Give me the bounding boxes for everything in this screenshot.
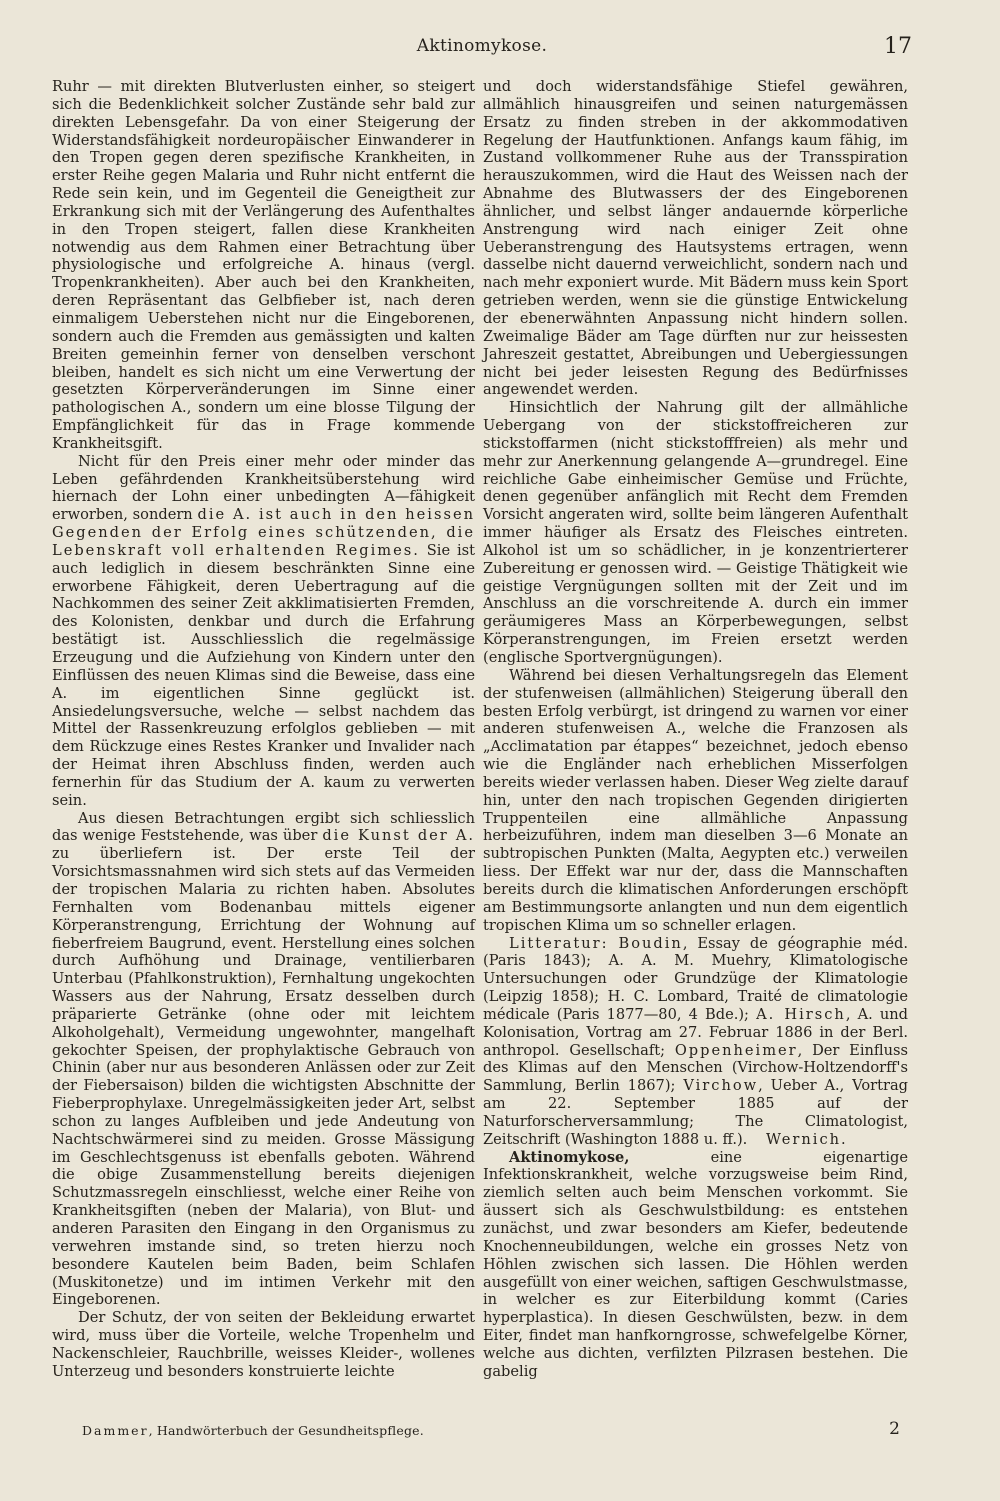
paragraph [52, 453, 475, 810]
right-column [483, 78, 908, 1381]
author-name: Oppenheimer [674, 1041, 798, 1059]
literature-text: , Der Einfluss des Klimas auf den Menschen (Virchow-Holtzendorff's Sammlung, Berlin 1867); [483, 1041, 908, 1095]
page-number: 17 [884, 34, 912, 59]
running-header [52, 36, 912, 60]
page-footer [52, 1419, 912, 1443]
literature-text: , Ueber A., Vortrag am 22. September 1885 auf der Naturforscherversammlung; The Climatologist, Zeitschrift (Washington 1888 u. ff.). [483, 1077, 909, 1148]
article-author: Wernich. [765, 1130, 848, 1148]
paragraph-text: Aus diesen Betrachtungen ergibt sich schliesslich das wenige Feststehende, was über [52, 809, 475, 845]
signature-title: , Handwörterbuch der Gesundheitspflege. [148, 1423, 424, 1438]
literature-paragraph [483, 935, 908, 1149]
author-name: A. Hirsch [756, 1005, 846, 1023]
emphasized-text: die Kunst der A. [322, 827, 475, 845]
signature-name: Dammer [82, 1423, 149, 1438]
paragraph: Während bei diesen Verhaltungsregeln das Element der stufenweisen (allmählichen) Steigerung überall den besten Erfolg verbürgt, ist dringend zu warnen vor einer anderen stufenweisen A., welche die Franzosen als „Acclimatation par étappes“ bezeichnet, jedoch ebenso wie die Engländer nach erheblichen Misserfolgen bereits wieder verlassen haben. Dieser Weg zielte darauf hin, unter den nach tropischen Gegenden dirigierten Truppenteilen eine allmähliche Anpassung herbeizuführen, indem man dieselben 3—6 Monate an subtropischen Punkten (Malta, Aegypten etc.) verweilen liess. Der Effekt war nur der, dass die Mannschaften bereits durch die klimatischen Anforderungen erschöpft am Bestimmungsorte anlangten und nun dem eigentlich tropischen Klima um so schneller erlagen. [483, 666, 908, 934]
emphasized-text: die A. ist auch in den heissen Gegenden der Erfolg eines schützenden, die Lebenskraft voll erhaltenden Regimes. [52, 506, 475, 559]
left-column [52, 78, 475, 1381]
author-name: Virchow [683, 1077, 759, 1095]
paragraph: und doch widerstandsfähige Stiefel gewähren, allmählich hinausgreifen und seinen naturgemässen Ersatz zu finden streben in der akkommodativen Regelung der Hautfunktionen. Anfangs kaum fähig, im Zustand vollkommener Ruhe aus der Transspiration herauszukommen, wird die Haut des Weissen nach der Abnahme des Blutwassers der des Eingeborenen ähnlicher, und selbst länger andauernde körperliche Anstrengung wird nach einiger Zeit ohne Ueberanstrengung des Hautsystems ertragen, wenn dasselbe nicht dauernd verweichlicht, sondern nach und nach mehr exponiert wurde. Mit Bädern muss kein Sport getrieben werden, wenn sie die günstige Entwickelung der ebenerwähnten Anpassung nicht hindern sollen. Zweimalige Bäder am Tage dürften nur zur heissesten Jahreszeit gestattet, Abreibungen und Uebergiessungen nicht bei jeder leisesten Regung des Bedürfnisses angewendet werden. [483, 78, 908, 399]
running-title: Aktinomykose. [416, 36, 548, 56]
paragraph: Der Schutz, der von seiten der Bekleidung erwartet wird, muss über die Vorteile, welche Tropenhelm und Nackenschleier, Rauchbrille, weisses Kleider-, wollenes Unterzeug und besonders konstruierte leichte [52, 1309, 475, 1380]
entry-paragraph [483, 1149, 908, 1381]
literature-label: Litteratur: [509, 934, 609, 952]
signature-mark [82, 1423, 424, 1438]
sheet-number: 2 [889, 1419, 900, 1439]
author-name: Boudin [618, 934, 683, 952]
paragraph-text: Sie ist auch lediglich in diesem beschränkten Sinne eine erworbene Fähigkeit, deren Uebertragung auf die Nachkommen des seiner Zeit akklimatisierten Fremden, des Kolonisten, denkbar und durch die Erfahrung bestätigt ist. Ausschliesslich die regelmässige Erzeugung und die Aufziehung von Kindern unter den Einflüssen des neuen Klimas sind die Beweise, dass eine A. im eigentlichen Sinne geglückt ist. Ansiedelungsversuche, welche — selbst nachdem das Mittel der Rassenkreuzung erfolglos geblieben — mit dem Rückzuge eines Restes Kranker und Invalider nach der Heimat ihren Abschluss finden, werden auch fernerhin für das Studium der A. kaum zu verwerten sein. [52, 541, 475, 809]
paragraph-text: Nicht für den Preis einer mehr oder minder das Leben gefährdenden Krankheitsüberstehung wird hiernach der Lohn einer unbedingten A—fähigkeit erworben, sondern [52, 452, 475, 524]
paragraph: Ruhr — mit direkten Blutverlusten einher, so steigert sich die Bedenklichkeit solcher Zustände sehr bald zur direkten Lebensgefahr. Da von einer Steigerung der Widerstandsfähigkeit nordeuropäischer Einwanderer in den Tropen gegen deren spezifische Krankheiten, in erster Reihe gegen Malaria und Ruhr nicht entfernt die Rede sein kein, und im Gegenteil die Geneigtheit zur Erkrankung sich mit der Verlängerung des Aufenthaltes in den Tropen steigert, fallen diese Krankheiten notwendig aus dem Rahmen einer Betrachtung über physiologische und erfolgreiche A. hinaus (vergl. Tropenkrankheiten). Aber auch bei den Krankheiten, deren Repräsentant das Gelbfieber ist, nach deren einmaligem Ueberstehen nicht nur die Eingeborenen, sondern auch die Fremden aus gemässigten und kalten Breiten gemeinhin ferner von denselben verschont bleiben, handelt es sich nicht um eine Verwertung der gesetzten Körperveränderungen im Sinne einer pathologischen A., sondern um eine blosse Tilgung der Empfänglichkeit für das in Frage kommende Krankheitsgift. [52, 78, 475, 452]
paragraph-text: zu überliefern ist. Der erste Teil der Vorsichtsmassnahmen wird sich stets auf das Vermeiden der tropischen Malaria zu richten haben. Absolutes Fernhalten vom Bodenanbau mittels eigener Körperanstrengung, Errichtung der Wohnung auf fieberfreiem Baugrund, event. Herstellung eines solchen durch Aufhöhung und Drainage, ventilierbaren Unterbau (Pfahlkonstruktion), Fernhaltung ungekochten Wassers aus der Nahrung, Ersatz desselben durch präparierte Getränke (ohne oder mit leichtem Alkoholgehalt), Vermeidung ungewohnter, mangelhaft gekochter Speisen, der prophylaktische Gebrauch von Chinin (aber nur aus besonderen Anlässen oder zur Zeit der Fiebersaison) bilden die wichtigsten Abschnitte der Fieberprophylaxe. Unregelmässigkeiten jeder Art, selbst schon zu langes Aufbleiben und jede Andeutung von Nachtschwärmerei sind zu meiden. Grosse Mässigung im Geschlechtsgenuss ist ebenfalls geboten. Während die obige Zusammenstellung bereits diejenigen Schutzmassregeln einschliesst, welche einer Reihe von Krankheitsgiften (neben der Malaria), von Blut- und anderen Parasiten den Eingang in den Organismus zu verwehren imstande sind, so treten hierzu noch besondere Kautelen beim Baden, beim Schlafen (Muskitonetze) und im intimen Verkehr mit den Eingeborenen. [52, 845, 475, 1309]
paragraph: Hinsichtlich der Nahrung gilt der allmähliche Uebergang von der stickstoffreicheren zur stickstoffarmen (nicht stickstofffreien) als mehr und mehr zur Anerkennung gelangende A—grundregel. Eine reichliche Gabe einheimischer Gemüse und Früchte, denen gegenüber anfänglich mit Recht dem Fremden Vorsicht angeraten wird, sollte beim längeren Aufenthalt immer häufiger als Ersatz des Fleisches eintreten. Alkohol ist um so schädlicher, in je konzentrierterer Zubereitung er genossen wird. — Geistige Thätigkeit wie geistige Vergnügungen sollten mit der Zeit und im Anschluss an die vorschreitende A. durch ein immer geräumigeres Mass an Körperbewegungen, selbst Körperanstrengungen, im Freien ersetzt werden (englische Sportvergnügungen). [483, 399, 908, 666]
literature-text: , A. und Kolonisation, Vortrag am 27. Februar 1886 in der Berl. anthropol. Gesellschaft; [483, 1005, 909, 1059]
entry-headword: Aktinomykose, [509, 1148, 630, 1166]
paragraph [52, 810, 475, 1310]
entry-text: eine eigenartige Infektionskrankheit, welche vorzugsweise beim Rind, ziemlich selten auch beim Menschen vorkommt. Sie äussert sich als Geschwulstbildung: es entstehen zunächst, und zwar besonders am Kiefer, bedeutende Knochenneubildungen, welche ein grosses Netz von Höhlen zwischen sich lassen. Die Höhlen werden ausgefüllt von einer weichen, saftigen Geschwulstmasse, in welcher es zur Eiterbildung kommt (Caries hyperplastica). In diesen Geschwülsten, bezw. in dem Eiter, findet man hanfkorngrosse, schwefelgelbe Körner, welche aus dichten, verfilzten Pilzrasen bestehen. Die gabelig [483, 1148, 908, 1380]
literature-text: , Essay de géographie méd. (Paris 1843); A. A. M. Muehry, Klimatologische Untersuchungen oder Grundzüge der Klimatologie (Leipzig 1858); H. C. Lombard, Traité de climatologie médicale (Paris 1877—80, 4 Bde.); [483, 934, 909, 1023]
